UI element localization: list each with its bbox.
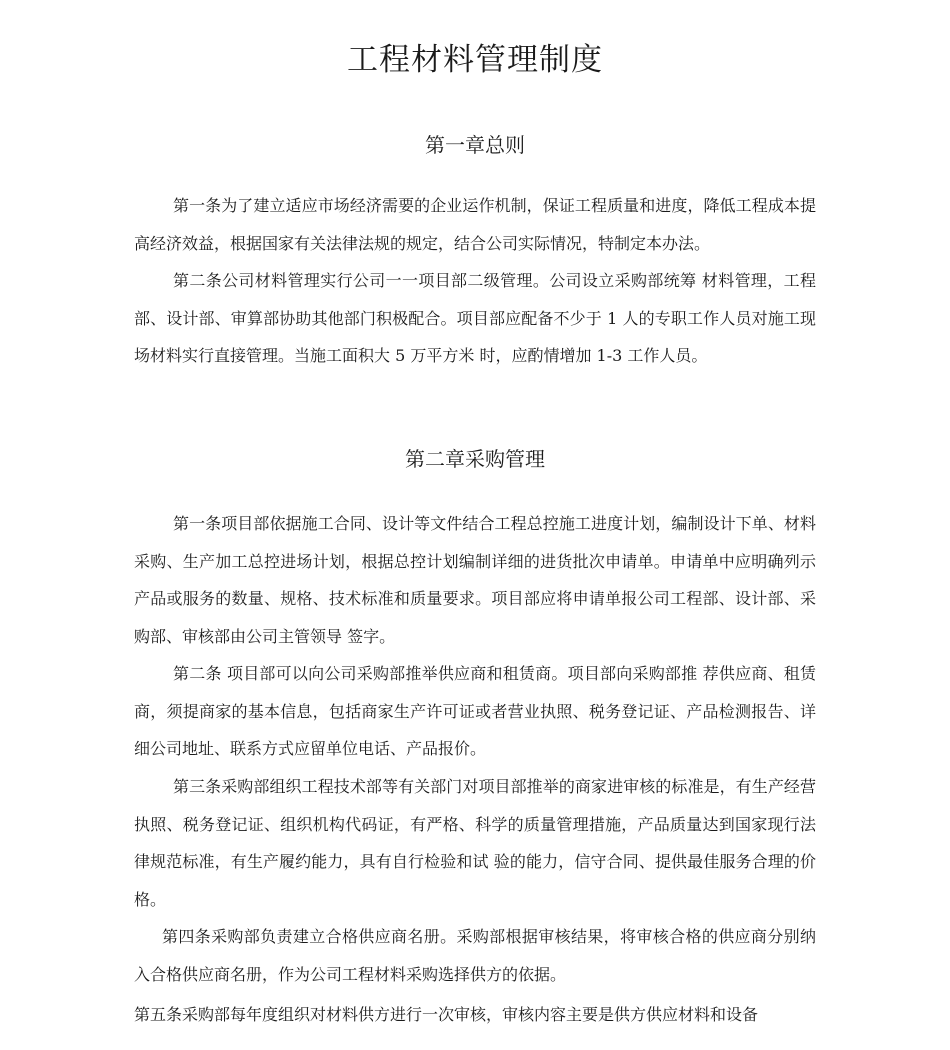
article-paragraph: 第二条公司材料管理实行公司一一项目部二级管理。公司设立采购部统筹 材料管理，工程部、设计部、审算部协助其他部门积极配合。项目部应配备不少于 1 人的专职工作人员对施工现场材料实行直接管理。当施工面积大 5 万平方米 时，应酌情增加 1-3 工作人员。 <box>134 271 816 365</box>
chapter-heading: 第一章总则 <box>425 133 525 157</box>
article-paragraph: 第三条采购部组织工程技术部等有关部门对项目部推举的商家进审核的标准是，有生产经营执照、税务登记证、组织机构代码证，有严格、科学的质量管理措施，产品质量达到国家现行法律规范标准，有生产履约能力，具有自行检验和试 验的能力，信守合同、提供最佳服务合理的价格。 <box>134 777 816 909</box>
article-paragraph: 第五条采购部每年度组织对材料供方进行一次审核，审核内容主要是供方供应材料和设备 <box>134 1005 759 1024</box>
article-paragraph: 第一条为了建立适应市场经济需要的企业运作机制，保证工程质量和进度，降低工程成本提高经济效益，根据国家有关法律法规的规定，结合公司实际情况，特制定本办法。 <box>134 196 816 253</box>
document-title: 工程材料管理制度 <box>347 42 603 78</box>
article-paragraph: 第一条项目部依据施工合同、设计等文件结合工程总控施工进度计划，编制设计下单、材料采购、生产加工总控进场计划，根据总控计划编制详细的进货批次申请单。申请单中应明确列示产品或服务的数量、规格、技术标准和质量要求。项目部应将申请单报公司工程部、设计部、采购部、审核部由公司主管领导 签字。 <box>134 514 816 646</box>
chapter-heading: 第二章采购管理 <box>405 447 545 471</box>
article-paragraph: 第二条 项目部可以向公司采购部推举供应商和租赁商。项目部向采购部推 荐供应商、租赁商，须提商家的基本信息，包括商家生产许可证或者营业执照、税务登记证、产品检测报告、详细公司地址、联系方式应留单位电话、产品报价。 <box>134 664 816 758</box>
article-paragraph: 第四条采购部负责建立合格供应商名册。采购部根据审核结果，将审核合格的供应商分别纳入合格供应商名册，作为公司工程材料采购选择供方的依据。 <box>134 927 816 984</box>
